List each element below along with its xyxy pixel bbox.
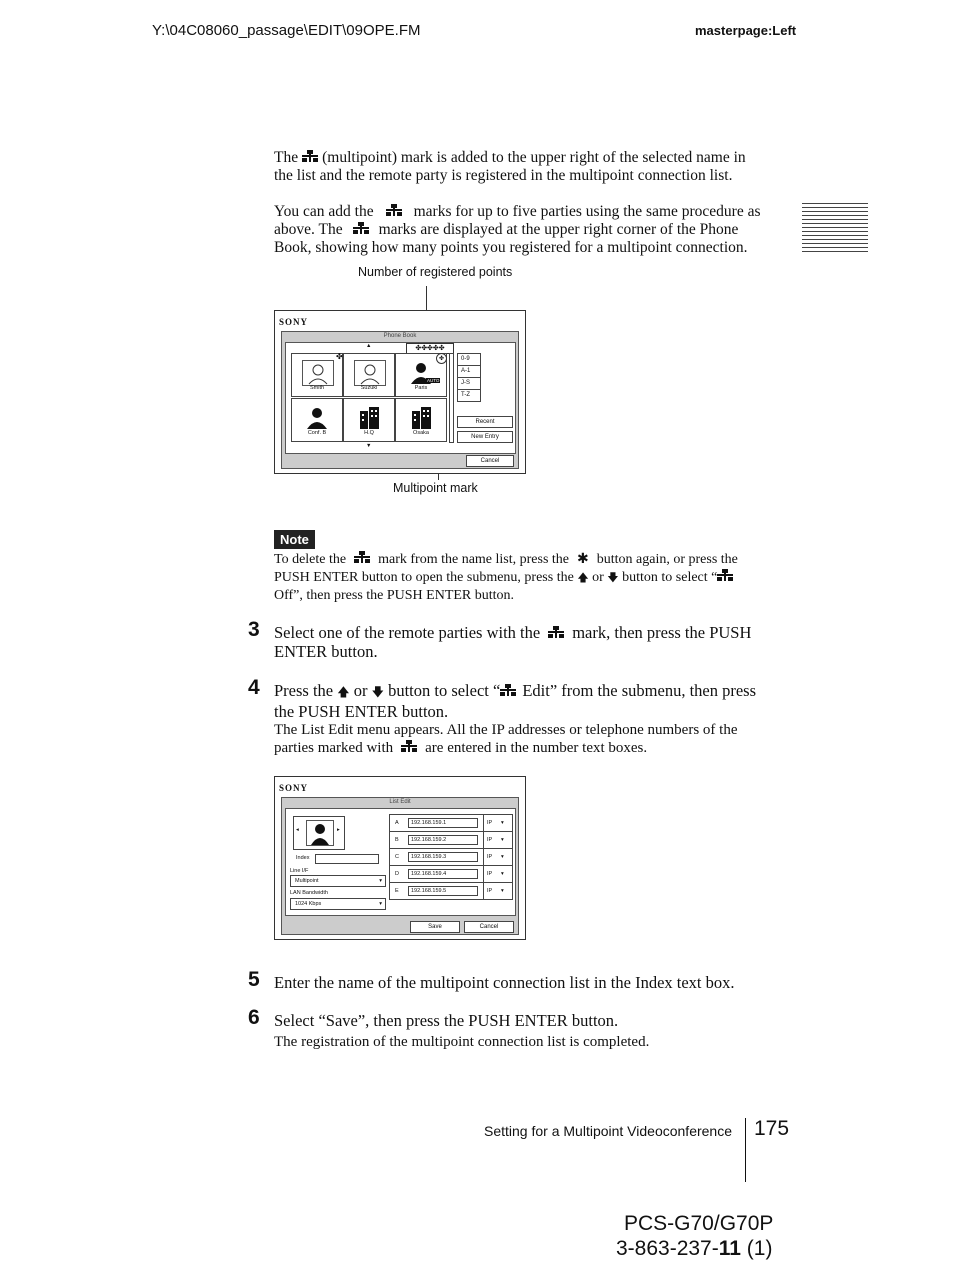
document-code: 3-863-237-11 (1): [616, 1237, 773, 1260]
asterisk-button-icon: ✱: [577, 551, 589, 567]
phone-book-panel: [285, 342, 516, 454]
multipoint-icon: [717, 569, 733, 583]
number-input[interactable]: [408, 852, 478, 862]
divider: [483, 866, 484, 882]
callout-number-of-points: Number of registered points: [358, 265, 513, 279]
recent-button[interactable]: Recent: [457, 416, 513, 428]
section-tab-marker: [802, 203, 868, 255]
number-value: 192.168.159.5: [411, 888, 447, 894]
step-number: 6: [248, 1006, 260, 1029]
divider: [483, 883, 484, 899]
line-if-label: Line I/F: [290, 868, 309, 874]
multipoint-mark-icon: ✤: [436, 353, 447, 364]
chevron-right-icon[interactable]: ▸: [337, 827, 340, 833]
save-button[interactable]: Save: [410, 921, 460, 933]
line-type[interactable]: IP: [487, 871, 493, 877]
entry-name: Osaka: [413, 430, 429, 436]
footer-divider: [745, 1118, 746, 1182]
entry-name: Conf. B: [307, 430, 327, 436]
multipoint-icon: [302, 150, 318, 164]
step-4-text: Press the 🡅 or 🡇 button to select “ Edit” from the submenu, then press the PUSH ENTER button.: [274, 681, 757, 721]
list-item: [390, 849, 512, 866]
entry-tile[interactable]: [343, 398, 395, 442]
phone-book-screen: [274, 310, 526, 474]
callout-multipoint-mark: Multipoint mark: [393, 481, 478, 495]
scroll-up-icon[interactable]: ▲: [366, 343, 372, 349]
dropdown-arrow-icon[interactable]: ▾: [501, 888, 504, 894]
lan-bandwidth-select[interactable]: [290, 898, 386, 910]
index-tabs: [457, 353, 481, 401]
entry-tile[interactable]: [343, 353, 395, 397]
list-item: [390, 866, 512, 883]
section-title: Setting for a Multipoint Videoconference: [484, 1123, 733, 1139]
dropdown-arrow-icon[interactable]: ▾: [501, 820, 504, 826]
divider: [483, 849, 484, 865]
number-input[interactable]: [408, 869, 478, 879]
entry-name: H.Q: [364, 430, 374, 436]
index-input[interactable]: [315, 854, 379, 864]
arrow-up-icon: 🡅: [337, 685, 350, 699]
list-item: [390, 883, 512, 899]
step-number: 4: [248, 676, 260, 699]
dropdown-arrow-icon[interactable]: ▾: [501, 871, 504, 877]
building-icon: [406, 405, 436, 429]
auto-badge: AUTO: [427, 378, 440, 383]
arrow-up-icon: 🡅: [577, 571, 589, 584]
entry-tile[interactable]: [291, 398, 343, 442]
index-tab[interactable]: J-S: [457, 378, 481, 390]
cancel-button[interactable]: Cancel: [464, 921, 514, 933]
new-entry-button[interactable]: New Entry: [457, 431, 513, 443]
line-type[interactable]: IP: [487, 820, 493, 826]
number-input[interactable]: [408, 886, 478, 896]
masterpage-label: masterpage:Left: [695, 23, 797, 38]
registered-points-indicator: ✤✤✤✤✤: [406, 343, 454, 354]
cancel-button[interactable]: Cancel: [466, 455, 514, 467]
multipoint-icon: [401, 740, 417, 754]
row-letter: A: [395, 820, 399, 826]
index-tab[interactable]: T-Z: [457, 390, 481, 402]
index-tab[interactable]: A-1: [457, 366, 481, 378]
paragraph-2: You can add the marks for up to five parties using the same procedure as above. The marks are displayed at the upper right corner of the Phone Book, showing how many points you registered for a multipoint connection.: [274, 203, 761, 256]
scrollbar[interactable]: [449, 353, 454, 443]
person-icon: [354, 360, 386, 386]
line-if-select[interactable]: [290, 875, 386, 887]
number-value: 192.168.159.4: [411, 871, 447, 877]
line-type[interactable]: IP: [487, 854, 493, 860]
person-icon: [302, 405, 332, 429]
paragraph-1: The (multipoint) mark is added to the upper right of the selected name in the list and the remote party is registered in the multipoint connection list.: [274, 149, 746, 184]
dropdown-arrow-icon[interactable]: ▾: [501, 837, 504, 843]
entry-name: Paris: [414, 385, 428, 391]
list-edit-window: [281, 797, 519, 935]
person-icon: [302, 360, 334, 386]
row-letter: D: [395, 871, 399, 877]
list-item: [390, 815, 512, 832]
note-text: To delete the mark from the name list, press the ✱ button again, or press the PUSH ENTER button to open the submenu, press the 🡅 or 🡇 button to select “ Off”, then press the PUSH ENTER button.: [274, 551, 738, 603]
row-letter: B: [395, 837, 399, 843]
multipoint-icon: [353, 222, 369, 236]
sony-logo: SONY: [279, 317, 309, 327]
scroll-down-icon[interactable]: ▼: [366, 443, 372, 449]
dropdown-arrow-icon: ▾: [379, 901, 382, 907]
step-3-text: Select one of the remote parties with the mark, then press the PUSH ENTER button.: [274, 623, 752, 661]
number-value: 192.168.159.2: [411, 837, 447, 843]
multipoint-icon: [548, 626, 564, 640]
step-number: 3: [248, 618, 260, 641]
number-value: 192.168.159.1: [411, 820, 447, 826]
window-title: Phone Book: [383, 333, 417, 339]
arrow-down-icon: 🡇: [371, 685, 384, 699]
person-icon: [306, 820, 334, 846]
line-type[interactable]: IP: [487, 837, 493, 843]
line-type[interactable]: IP: [487, 888, 493, 894]
list-item: [390, 832, 512, 849]
row-letter: E: [395, 888, 399, 894]
multipoint-icon: ✤: [336, 352, 343, 361]
lan-bandwidth-value: 1024 Kbps: [295, 901, 322, 907]
note-badge: Note: [274, 530, 315, 549]
list-edit-screen: [274, 776, 526, 940]
dropdown-arrow-icon: ▾: [379, 878, 382, 884]
arrow-down-icon: 🡇: [607, 571, 619, 584]
multipoint-icon: [354, 551, 370, 565]
row-letter: C: [395, 854, 399, 860]
list-edit-panel: [285, 808, 516, 916]
phone-book-window: [281, 331, 519, 469]
entry-tile[interactable]: [395, 398, 447, 442]
step-6-subtext: The registration of the multipoint connection list is completed.: [274, 1034, 650, 1050]
step-number: 5: [248, 968, 260, 991]
multipoint-icon: [386, 204, 402, 218]
sony-logo: SONY: [279, 783, 309, 793]
number-input[interactable]: [408, 835, 478, 845]
lan-bandwidth-label: LAN Bandwidth: [290, 890, 328, 896]
index-label: Index: [296, 855, 310, 861]
number-input[interactable]: [408, 818, 478, 828]
number-value: 192.168.159.3: [411, 854, 447, 860]
number-list: [389, 814, 513, 900]
chevron-left-icon[interactable]: ◂: [296, 827, 299, 833]
line-if-value: Multipoint: [295, 878, 319, 884]
building-icon: [354, 405, 384, 429]
divider: [483, 815, 484, 831]
multipoint-icon: [500, 684, 516, 698]
page-number: 175: [754, 1117, 790, 1140]
entry-name: Suzuki: [360, 385, 378, 391]
index-tab[interactable]: 0-9: [457, 353, 481, 366]
window-title: List Edit: [389, 799, 411, 805]
image-selector[interactable]: [293, 816, 345, 850]
step-6-text: Select “Save”, then press the PUSH ENTER button.: [274, 1011, 619, 1030]
step-5-text: Enter the name of the multipoint connection list in the Index text box.: [274, 973, 735, 992]
step-4-subtext: The List Edit menu appears. All the IP addresses or telephone numbers of the parties marked with are entered in the number text boxes.: [274, 722, 738, 756]
divider: [483, 832, 484, 848]
entry-name: Smith: [309, 385, 325, 391]
dropdown-arrow-icon[interactable]: ▾: [501, 854, 504, 860]
model-number: PCS-G70/G70P: [624, 1212, 774, 1235]
file-path: Y:\04C08060_passage\EDIT\09OPE.FM: [152, 22, 421, 39]
